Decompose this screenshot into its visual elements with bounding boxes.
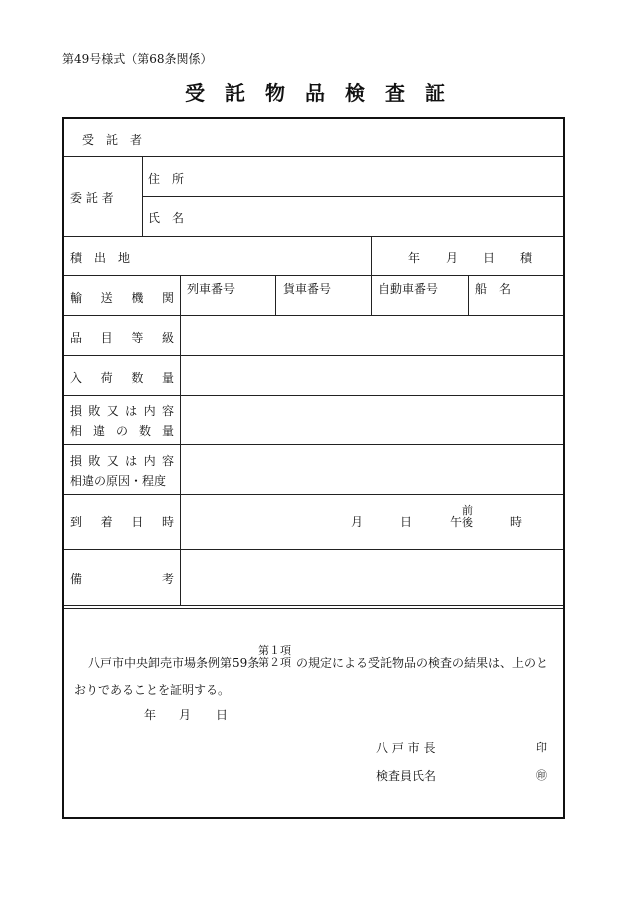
loading-day: 日 [483, 251, 496, 265]
column-divider [468, 275, 469, 315]
inspector-seal-icon: ㊞ [536, 769, 547, 782]
arrival-hour: 時 [510, 515, 523, 529]
address-label: 住 所 [148, 172, 185, 186]
certificate-year: 年 [144, 708, 157, 722]
certificate-text-before: 八戸市中央卸売市場条例第59条 [88, 656, 260, 670]
inspection-form-table [62, 117, 565, 819]
loading-month: 月 [446, 251, 459, 265]
section-divider [64, 608, 563, 609]
mayor-label: 八 戸 市 長 [376, 741, 436, 755]
row-divider [64, 156, 563, 157]
consignee-label: 受 託 者 [82, 133, 143, 147]
train-number-label: 列車番号 [187, 282, 236, 296]
damage-quantity-label: 損 敗 又 は 内 容 相 違 の 数 量 [70, 404, 174, 438]
row-divider [64, 236, 563, 237]
row-divider [64, 355, 563, 356]
column-divider [371, 236, 372, 275]
column-divider [180, 275, 181, 605]
row-divider [64, 549, 563, 550]
column-divider [275, 275, 276, 315]
loading-suffix: 積 [520, 251, 533, 265]
certificate-text-line2: おりであることを証明する。 [74, 683, 231, 697]
certificate-month: 月 [179, 708, 192, 722]
certificate-day: 日 [216, 708, 229, 722]
row-divider [64, 395, 563, 396]
transport-label: 輸 送 機 関 [70, 291, 174, 305]
mayor-seal-icon: 印 [536, 741, 547, 754]
certificate-text-after: の規定による受託物品の検査の結果は、上のと [296, 656, 549, 670]
arrival-quantity-label: 入 荷 数 量 [70, 371, 174, 385]
certificate-clause-choice: 第１項 第２項 [258, 644, 291, 669]
item-grade-label: 品 目 等 級 [70, 331, 174, 345]
vehicle-number-label: 自動車番号 [378, 282, 439, 296]
arrival-day: 日 [400, 515, 413, 529]
column-divider [371, 275, 372, 315]
row-divider [64, 444, 563, 445]
form-number: 第49号様式（第68条関係） [62, 52, 213, 66]
row-divider [64, 275, 563, 276]
arrival-ampm-choice: 前 後 [462, 504, 473, 529]
remarks-label: 備 考 [70, 572, 174, 586]
ship-name-label: 船 名 [475, 282, 512, 296]
row-divider [142, 196, 563, 197]
page-title: 受託物品検査証 [185, 81, 465, 105]
arrival-month: 月 [351, 515, 364, 529]
inspector-name-label: 検査員氏名 [376, 769, 437, 783]
damage-cause-label: 損 敗 又 は 内 容 相違の原因・程度 [70, 454, 174, 488]
column-divider [142, 156, 143, 236]
arrival-ampm-prefix: 午 [450, 515, 463, 529]
loading-year: 年 [408, 251, 421, 265]
freight-car-number-label: 貨車番号 [283, 282, 332, 296]
loading-place-label: 積 出 地 [70, 251, 131, 265]
arrival-datetime-label: 到 着 日 時 [70, 515, 174, 529]
consignor-label: 委 託 者 [70, 191, 114, 205]
name-label: 氏 名 [148, 211, 185, 225]
section-divider [64, 605, 563, 606]
row-divider [64, 494, 563, 495]
row-divider [64, 315, 563, 316]
